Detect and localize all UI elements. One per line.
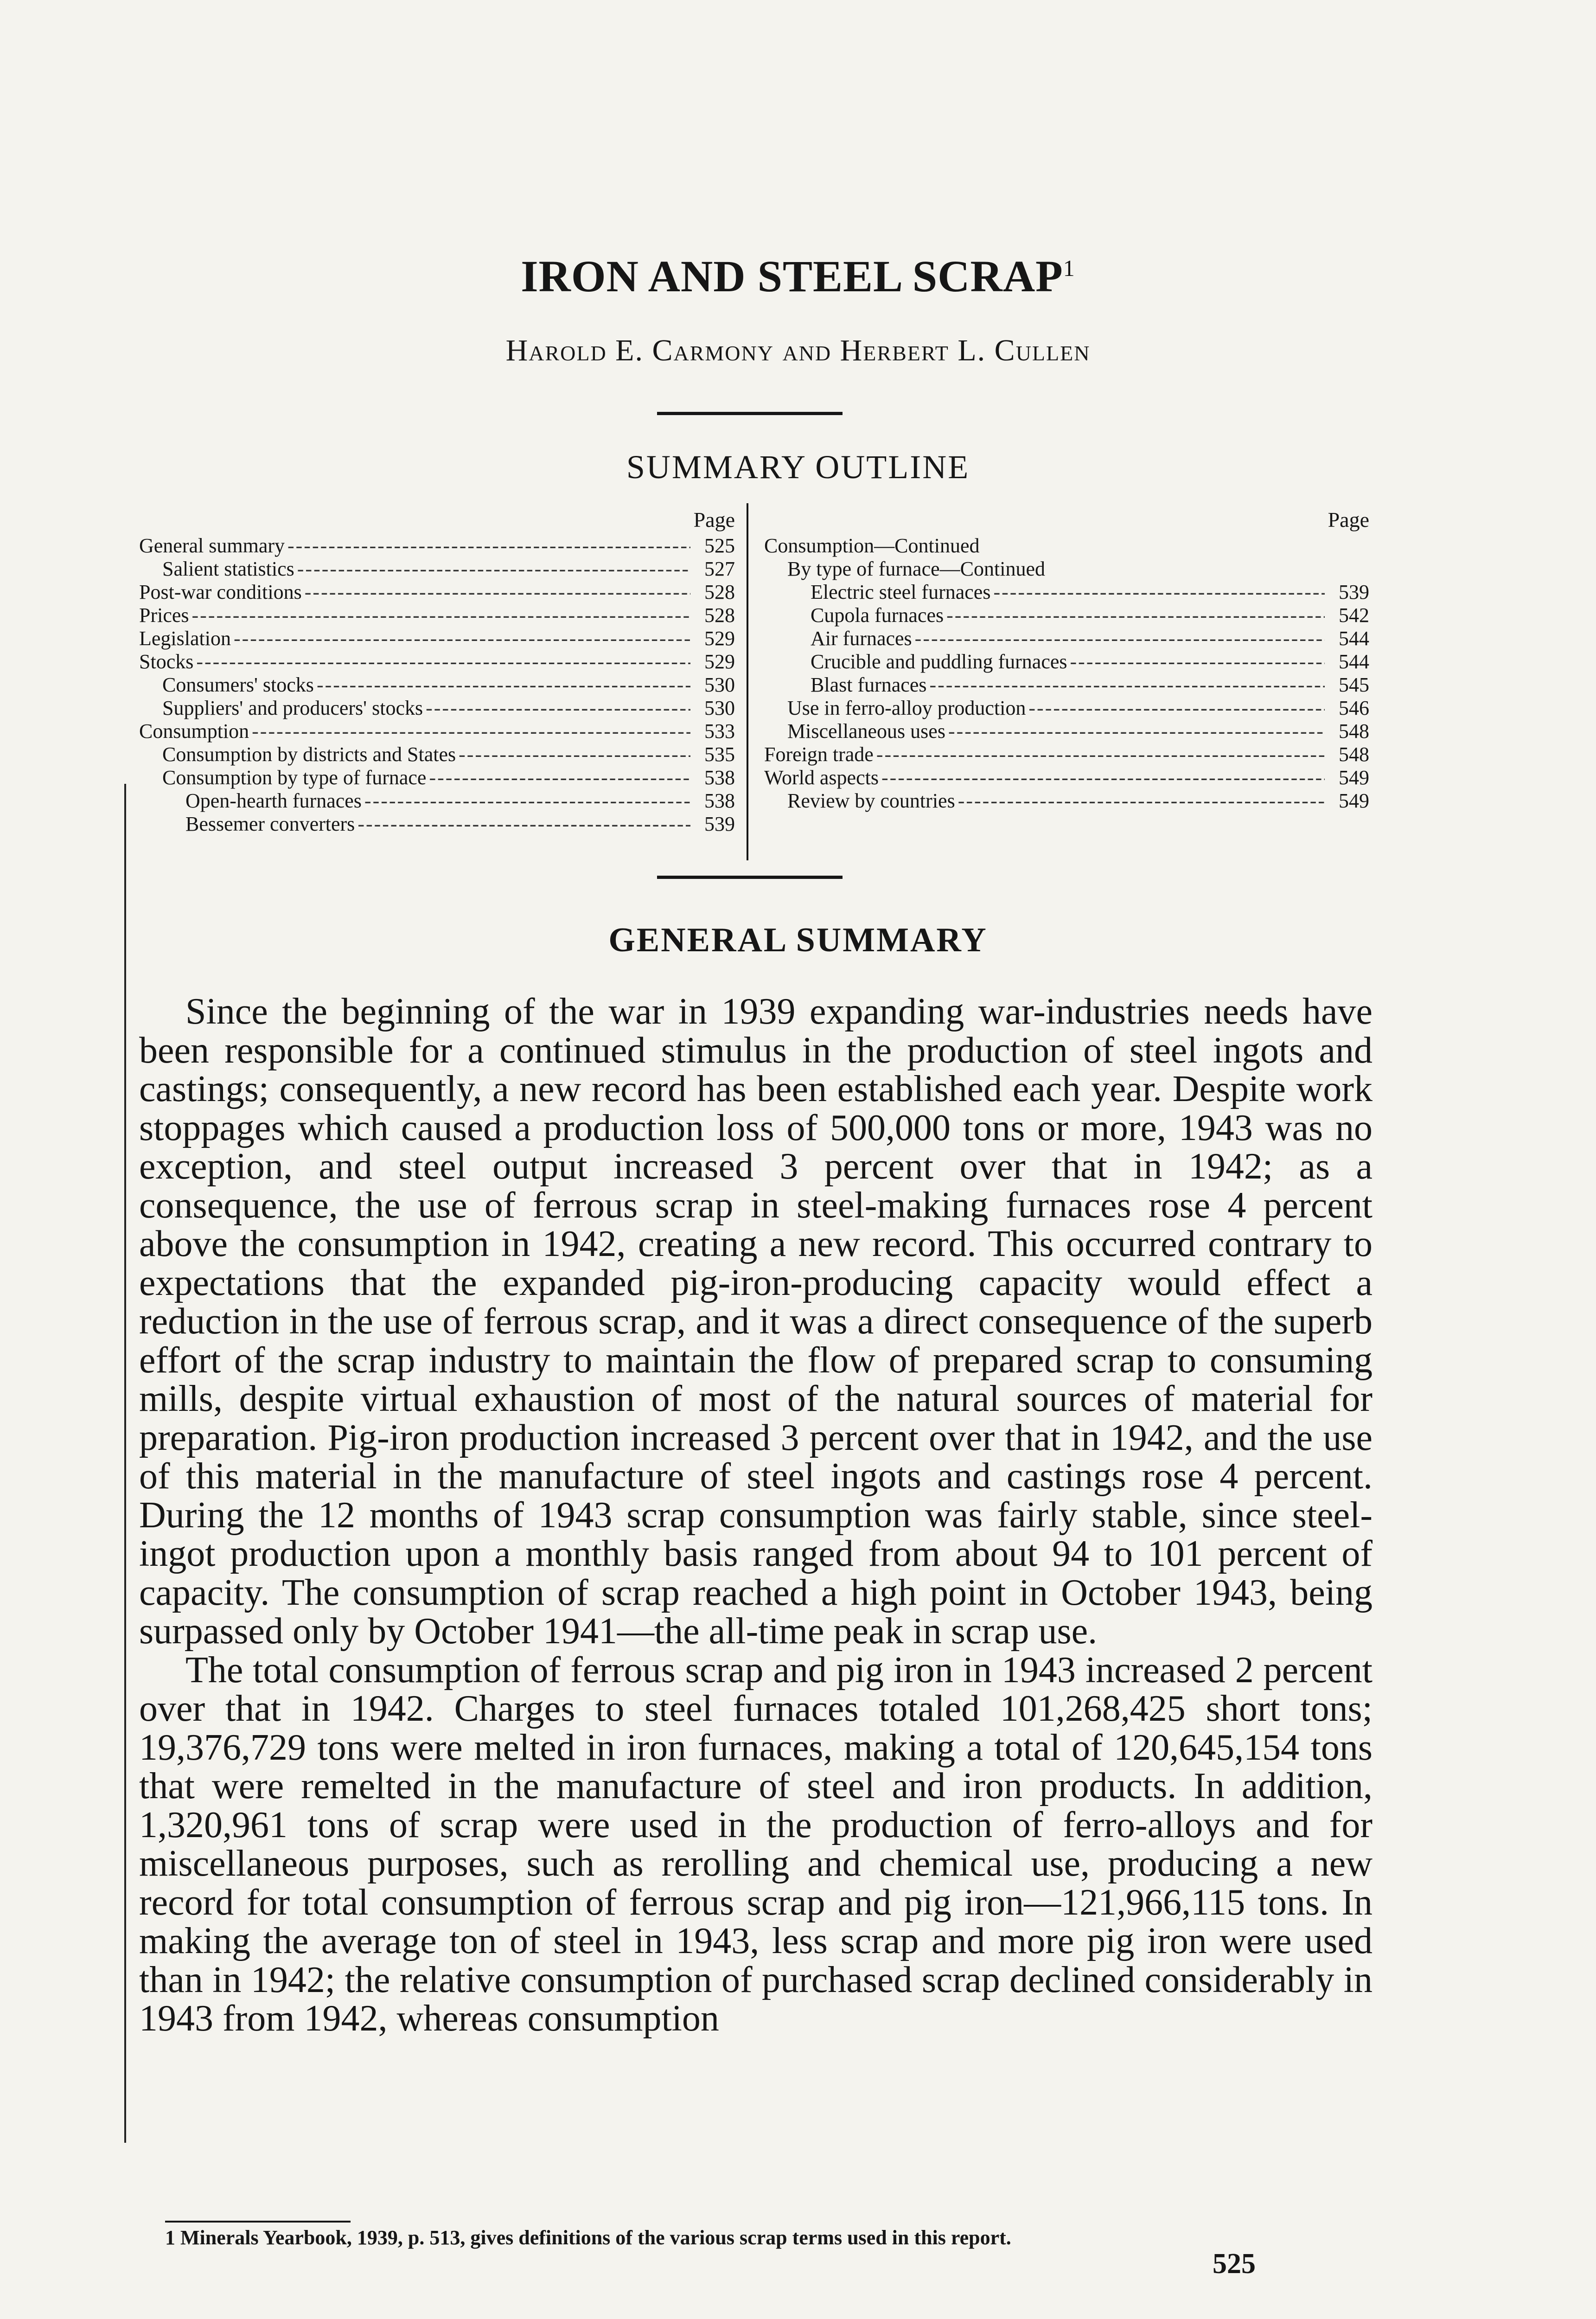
- footnote: 1 Minerals Yearbook, 1939, p. 513, gives definitions of the various scrap terms used in this report.: [165, 2226, 1011, 2249]
- outline-leader-dots: [252, 720, 690, 743]
- authors: Harold E. Carmony and Herbert L. Cullen: [505, 333, 1091, 367]
- outline-entry: [139, 673, 735, 697]
- outline-entry-label: Crucible and puddling furnaces: [811, 650, 1067, 673]
- outline-entry-label: Stocks: [139, 650, 194, 673]
- outline-entry: [139, 720, 735, 743]
- outline-entry-label: By type of furnace—Continued: [787, 557, 1045, 580]
- outline-entry-label: Consumption: [139, 720, 249, 743]
- outline-entry-page: 549: [1339, 766, 1369, 789]
- outline-entry: [139, 743, 735, 766]
- outline-entry-label: Cupola furnaces: [811, 604, 944, 627]
- outline-entry-page: 538: [704, 789, 735, 812]
- outline-entry-page: 544: [1339, 650, 1369, 673]
- outline-leader-dots: [929, 673, 1325, 697]
- outline-page-header: Page: [693, 508, 735, 532]
- outline-entry-label: General summary: [139, 534, 285, 557]
- paragraph: Since the beginning of the war in 1939 expanding war-industries needs have been responsible for a continued stimulus in the production of steel ingots and castings; consequently, a new record has been established each year. Despite work stoppages which caused a production loss of 500,000 tons or more, 1943 was no exception, and steel output increased 3 percent over that in 1942; as a consequence, the use of ferrous scrap in steel-making furnaces rose 4 percent above the consumption in 1942, creating a new record. This occurred contrary to expectations that the expanded pig-iron-producing capacity would effect a reduction in the use of ferrous scrap, and it was a direct consequence of the superb effort of the scrap industry to maintain the flow of prepared scrap to consuming mills, despite virtual exhaustion of most of the natural sources of material for preparation. Pig-iron production increased 3 percent over that in 1942, and the use of this material in the manufacture of steel ingots and castings rose 4 percent. During the 12 months of 1943 scrap consumption was fairly stable, since steel-ingot production upon a monthly basis ranged from about 94 to 101 percent of capacity. The consumption of scrap reached a high point in October 1943, being surpassed only by October 1941—the all-time peak in scrap use.: [139, 991, 1373, 1652]
- outline-entry-page: 529: [704, 650, 735, 673]
- outline-leader-dots: [287, 534, 690, 557]
- outline-left-column: [139, 506, 735, 836]
- outline-entry: [764, 604, 1369, 627]
- outline-entry-label: Consumers' stocks: [162, 673, 314, 696]
- outline-entry: [764, 720, 1369, 743]
- outline-leader-dots: [459, 743, 690, 766]
- outline-entry-label: World aspects: [764, 766, 879, 789]
- outline-entry-page: 546: [1339, 697, 1369, 719]
- outline-entry-page: 539: [1339, 581, 1369, 603]
- outline-leader-dots: [1070, 650, 1325, 673]
- outline-entry: [139, 789, 735, 813]
- outline-entry: [139, 650, 735, 673]
- outline-entry: [764, 766, 1369, 789]
- outline-entry-label: Electric steel furnaces: [811, 581, 991, 603]
- outline-entry-page: 539: [704, 813, 735, 835]
- document-title: IRON AND STEEL SCRAP$^1$: [521, 251, 1075, 301]
- outline-entry-page: 528: [704, 581, 735, 603]
- outline-leader-dots: [1028, 697, 1325, 720]
- outline-entry: [764, 743, 1369, 766]
- outline-entry-page: 530: [704, 697, 735, 719]
- outline-entry-page: 545: [1339, 673, 1369, 696]
- outline-leader-dots: [946, 604, 1325, 627]
- outline-entry-label: Open-hearth furnaces: [185, 789, 362, 812]
- outline-entry-page: 548: [1339, 720, 1369, 743]
- outline-page-header: Page: [1328, 508, 1369, 532]
- outline-entry-label: Post-war conditions: [139, 581, 302, 603]
- outline-entry: [139, 813, 735, 836]
- outline-entry-label: Use in ferro-alloy production: [787, 697, 1026, 719]
- outline-entry-page: 528: [704, 604, 735, 627]
- outline-right-column: [764, 506, 1369, 813]
- outline-entry: [764, 650, 1369, 673]
- outline-entry-page: 544: [1339, 627, 1369, 650]
- outline-entry-label: Consumption by type of furnace: [162, 766, 427, 789]
- outline-entry-label: Miscellaneous uses: [787, 720, 945, 743]
- outline-leader-dots: [876, 743, 1325, 766]
- title-footnote-marker: 1: [1063, 255, 1075, 281]
- outline-entry-label: Prices: [139, 604, 189, 627]
- outline-leader-dots: [426, 697, 690, 720]
- outline-leader-dots: [297, 557, 690, 581]
- outline-entry: [764, 789, 1369, 813]
- outline-divider: [747, 503, 748, 860]
- outline-entry-label: Bessemer converters: [185, 813, 355, 835]
- outline-entry: [764, 534, 1369, 557]
- outline-entry-label: Foreign trade: [764, 743, 874, 766]
- outline-entry-label: Air furnaces: [811, 627, 912, 650]
- footnote-rule: [165, 2221, 351, 2223]
- outline-entry: [139, 581, 735, 604]
- outline-leader-dots: [958, 789, 1325, 813]
- title-rule: [657, 412, 843, 415]
- outline-leader-dots: [881, 766, 1325, 789]
- outline-entry: [139, 627, 735, 650]
- outline-entry: [764, 627, 1369, 650]
- outline-entry-page: 549: [1339, 789, 1369, 812]
- outline-leader-dots: [358, 813, 690, 836]
- body-text: [139, 993, 1373, 2038]
- outline-heading: SUMMARY OUTLINE: [626, 448, 970, 486]
- outline-leader-dots: [993, 581, 1325, 604]
- outline-leader-dots: [948, 720, 1325, 743]
- outline-leader-dots: [192, 604, 690, 627]
- outline-entry-page: 527: [704, 557, 735, 580]
- outline-entry: [764, 673, 1369, 697]
- outline-entry-label: Blast furnaces: [811, 673, 927, 696]
- outline-entry: [139, 557, 735, 581]
- outline-rule: [657, 876, 843, 879]
- outline-leader-dots: [305, 581, 690, 604]
- outline-entry-page: 535: [704, 743, 735, 766]
- outline-entry-label: Legislation: [139, 627, 231, 650]
- outline-entry-label: Review by countries: [787, 789, 955, 812]
- outline-leader-dots: [234, 627, 690, 650]
- paragraph: The total consumption of ferrous scrap and pig iron in 1943 increased 2 percent over that in 1942. Charges to steel furnaces totaled 101,268,425 short tons; 19,376,729 tons were melted in iron furnaces, making a total of 120,645,154 tons that were remelted in the manufacture of steel and iron products. In addition, 1,320,961 tons of scrap were used in the production of ferro-alloys and for miscellaneous purposes, such as rerolling and chemical use, producing a new record for total consumption of ferrous scrap and pig iron—121,966,115 tons. In making the average ton of steel in 1943, less scrap and more pig iron were used than in 1942; the relative consumption of purchased scrap declined considerably in 1943 from 1942, whereas consumption: [139, 1649, 1373, 2039]
- outline-entry: [139, 534, 735, 557]
- outline-entry-label: Consumption—Continued: [764, 534, 980, 557]
- outline-entry-page: 529: [704, 627, 735, 650]
- outline-entry: [139, 697, 735, 720]
- outline-entry: [139, 604, 735, 627]
- outline-entry-label: Consumption by districts and States: [162, 743, 456, 766]
- outline-entry-page: 548: [1339, 743, 1369, 766]
- outline-entry-page: 538: [704, 766, 735, 789]
- page-number: 525: [1213, 2248, 1256, 2280]
- outline-entry: [764, 697, 1369, 720]
- outline-entry-label: Suppliers' and producers' stocks: [162, 697, 423, 719]
- margin-line: [124, 784, 126, 2143]
- outline-leader-dots: [317, 673, 690, 697]
- outline-entry: [764, 557, 1369, 581]
- outline-leader-dots: [364, 789, 690, 813]
- outline-leader-dots: [429, 766, 690, 789]
- outline-entry-page: 525: [704, 534, 735, 557]
- outline-entry-label: Salient statistics: [162, 557, 294, 580]
- outline-entry-page: 530: [704, 673, 735, 696]
- outline-entry: [764, 581, 1369, 604]
- section-heading: GENERAL SUMMARY: [608, 921, 988, 959]
- outline-entry-page: 533: [704, 720, 735, 743]
- outline-leader-dots: [196, 650, 690, 673]
- outline-entry-page: 542: [1339, 604, 1369, 627]
- outline-entry: [139, 766, 735, 789]
- outline-leader-dots: [915, 627, 1325, 650]
